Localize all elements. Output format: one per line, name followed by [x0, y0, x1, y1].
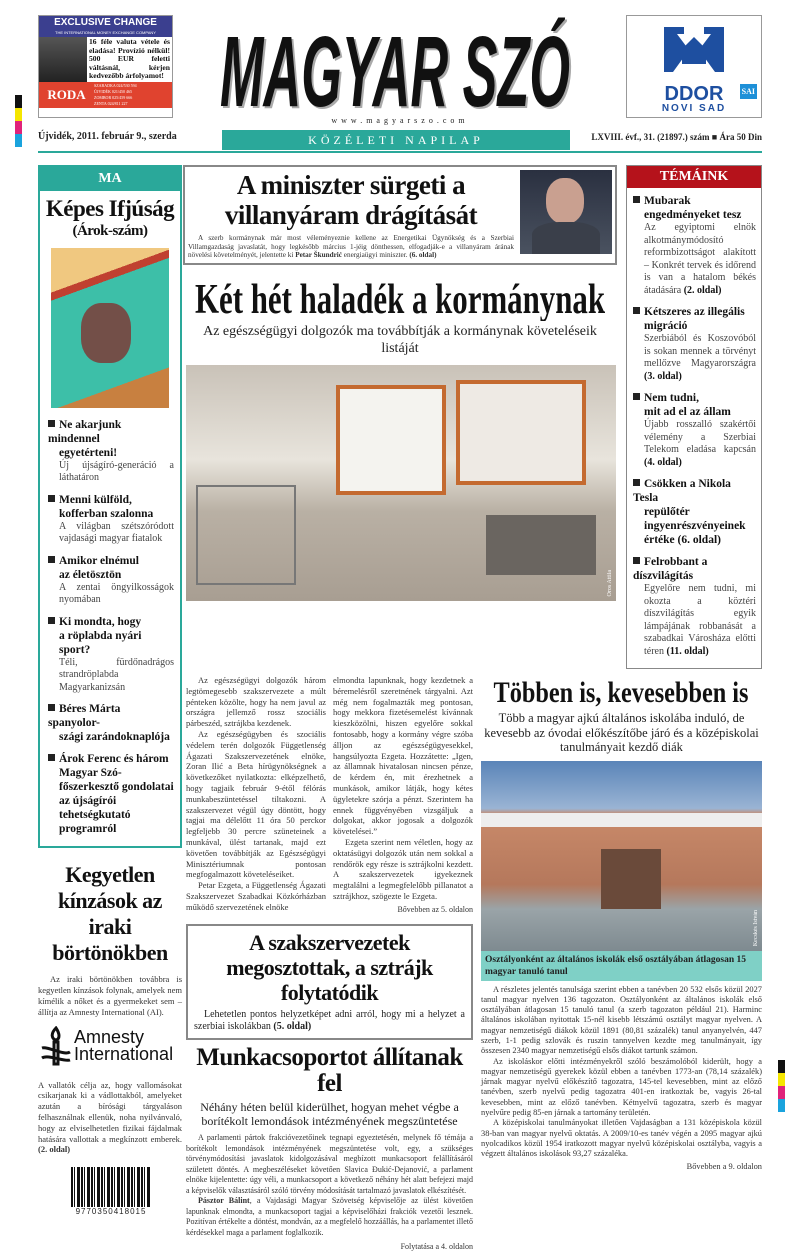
roda-logo: RODA: [47, 86, 86, 102]
issue-date: Újvidék, 2011. február 9., szerda: [38, 131, 177, 142]
bullet-square-icon: [633, 307, 640, 314]
main-headline[interactable]: Két hét haladék a kormánynak: [195, 276, 606, 321]
temaink-box: [626, 165, 762, 669]
teaser-title: Ne akarjunk mindennel: [48, 418, 122, 445]
school-photo-caption: Osztályonként az általános iskolák első osztályában átlagosan 15 magyar tanuló tanul: [481, 951, 762, 981]
teaser-title-cont: kofferban szalonna: [59, 507, 154, 520]
strike-headline[interactable]: A szakszervezetek megosztottak, a sztrájk folytatódik: [226, 929, 433, 1005]
teaser-desc: Az egyiptomi elnök alkotmánymódosító reformbizottságot alakított – Konkrét tervek és időrend is van a hatalom békés átadására: [644, 222, 756, 296]
ad-sub: THE INTERNATIONAL MONEY EXCHANGE COMPANY: [55, 30, 156, 35]
exclusive-change-ad[interactable]: [38, 15, 173, 118]
teaser-title: Menni külföld,: [59, 493, 132, 506]
masthead-rule: [38, 151, 762, 153]
paragraph: Az egészségügyben és szociális védelem terén dolgozók Függetlenség Ágazati Szakszervezetének elnöke, Zoran Ilić a Beta hírügynökségnek a következőket nyilatkozta: elképzelhető, hogy tagjaik február 9-étől félórás munkabeszüntetéssel tiltakozni. A szakszervezet végül úgy döntött, hogy tagjai ma délelőtt 11 óra 50 perckor legfeljebb 30 percre szüneteinek a munkával, ülést tartanak, majd ezt követően továbbítják az Egészségügyi Minisztériumnak pontosan megfogalmazott követeléseiket.: [186, 728, 326, 880]
barcode-number: 9770350418015: [75, 1207, 147, 1217]
teaser-item[interactable]: [633, 555, 756, 658]
school-building-photo[interactable]: [481, 761, 762, 951]
page-ref: (11. oldal): [666, 645, 709, 657]
temaink-header: TÉMÁINK: [627, 166, 761, 188]
website-url[interactable]: www.magyarszo.com: [331, 116, 469, 125]
ma-title[interactable]: Képes Ifjúság: [45, 196, 175, 221]
teaser-title: Nem tudni,: [644, 392, 699, 404]
ad-brand: EXCLUSIVE CHANGE: [54, 17, 157, 28]
minister-photo[interactable]: [520, 170, 612, 254]
bullet-square-icon: [48, 556, 55, 563]
teaser-item[interactable]: [48, 615, 174, 695]
page-ref: (4. oldal): [644, 456, 682, 468]
strike-ref[interactable]: (5. oldal): [273, 1021, 312, 1033]
branch: ZENTA 024/811 227: [94, 100, 128, 106]
paragraph: Ezgeta szerint nem véletlen, hogy az oktatásügyi dolgozók után nem sokkal a rendőrök egy része is sztrájkolni kezdett. A szakszervezetek igyekeznek megtalálni a legmegfelelőbb pillanatot a sztrájkhoz, szögezte le Ezgeta.: [333, 836, 473, 901]
teaser-title-cont: a röplabda nyári sport?: [59, 629, 142, 656]
workgroup-headline[interactable]: Munkacsoportot állítanak fel: [196, 1043, 463, 1097]
teaser-title: Felrobbant a díszvilágítás: [633, 556, 708, 582]
photo-credit: Oros Attila: [607, 570, 613, 597]
teaser-title: Béres Márta spanyolor-: [48, 703, 121, 730]
school-article: [481, 675, 762, 1172]
minister-headline[interactable]: A miniszter sürgeti a villanyáram drágítását: [224, 170, 478, 230]
teaser-title-cont: szági zarándoknaplója: [59, 731, 170, 744]
teaser-title: Amikor elnémul: [59, 554, 139, 567]
iraq-ref[interactable]: (2. oldal): [38, 1144, 71, 1155]
school-body: [481, 985, 762, 1172]
teaser-title-cont: repülőtér ingyenrészvényeinek értéke (6. oldal): [644, 506, 746, 546]
teaser-desc: A zentai öngyilkosságok nyomában: [59, 581, 174, 606]
continued-link[interactable]: Bővebben a 9. oldalon: [686, 1161, 762, 1171]
teaser-desc: Egyelőre nem tudni, mi okozta a köztéri díszvilágítás egyik lámpájának robbanását a szabadkai Városháza előtti téren: [644, 583, 756, 657]
teaser-title-cont: migráció: [644, 320, 688, 332]
main-headline-svg: [183, 275, 617, 321]
teaser-item[interactable]: [633, 477, 756, 547]
tagline-band: KÖZÉLETI NAPILAP: [222, 130, 570, 150]
bottom-middle-column: [186, 675, 473, 1253]
teaser-title-cont: egyetérteni!: [59, 446, 118, 459]
bullet-square-icon: [48, 420, 55, 427]
continued-link[interactable]: Bővebben az 5. oldalon: [397, 904, 473, 914]
teaser-item[interactable]: [633, 305, 756, 383]
teaser-desc: Új újságíró-generáció a láthatáron: [59, 459, 174, 484]
minister-ref[interactable]: (6. oldal): [409, 251, 437, 259]
paragraph: A parlamenti pártok frakcióvezetőinek tegnapi egyeztetésén, melynek fő témája a borítékolt lemondások intézményének megszüntetése volt, egy, a szükséges törvénymódosítási javaslatok kidolgozásával megbízott munkacsoport felállításáról született döntés. A megbeszéléseket követően Slavica Đukić-Dejanović, a parlament elnöke kijelentette: úgy véli, a munkacsoport a következő néhány hét alatt befejezi majd a képviselők választásáról szóló törvény módosítását tartalmazó javaslatok elkészítését.: [186, 1133, 473, 1195]
school-headline-svg: [481, 675, 762, 709]
ma-subtitle: (Árok-szám): [72, 223, 148, 240]
newspaper-logo-svg: [205, 10, 585, 114]
teaser-title-cont: az életösztön: [59, 568, 122, 581]
newspaper-logo-shadow: MAGYAR SZÓ: [222, 18, 572, 114]
continued-link[interactable]: Folytatása a 4. oldalon: [400, 1242, 473, 1252]
main-subtitle: Az egészségügyi dolgozók ma továbbítják a kormánynak követeléseik listáját: [203, 323, 597, 356]
main-body-col2: [333, 675, 473, 916]
teaser-item[interactable]: [48, 418, 174, 485]
workgroup-subtitle: Néhány héten belül kiderülhet, hogyan mehet végbe a borítékolt lemondások intézményének megszüntetése: [200, 1100, 459, 1129]
ddor-brand: DDOR: [664, 83, 724, 105]
teaser-desc: Téli, fürdőnadrágos strandröplabda Magyarkanizsán: [59, 656, 174, 693]
strike-lead: Lehetetlen pontos helyzetképet adni arról, hogy mi a helyzet a szerbiai iskolákban: [194, 1008, 465, 1033]
color-registration-marks: [15, 95, 22, 147]
bullet-square-icon: [633, 557, 640, 564]
photo-credit: Kecskés István: [753, 910, 759, 947]
teaser-item[interactable]: [633, 194, 756, 297]
paragraph: A középiskolai tanulmányokat illetően Vajdaságban a 131 középiskola közül 38-ban van magyar nyelvű oktatás. A 2009/10-es tanév végén a 2095 magyar ajkú nyolcadikos közül 1954 iratkozott magyar nyelvű középiskolai osztályba, vagyis a végzett általános iskolások 93,27 százaléka.: [481, 1118, 762, 1159]
color-registration-marks-bottom: [778, 1060, 785, 1112]
bullet-square-icon: [633, 196, 640, 203]
person-name: Pásztor Bálint: [198, 1196, 250, 1206]
right-area: [183, 165, 762, 1253]
iraq-headline[interactable]: Kegyetlen kínzások az iraki börtönökben: [52, 862, 168, 966]
paragraph: Az egészségügyi dolgozók három legtömegesebb szakszervezete a múlt pénteken közölte, hogy ha nem javul az országra jellemző rossz szociális párbeszéd, sztrájkba kezdenek.: [186, 675, 326, 729]
ddor-city: NOVI SAD: [661, 103, 727, 114]
teaser-title-cont: Magyar Szó-főszerkesztő gondolatai az újságírói tehetségkutató programról: [59, 767, 174, 836]
hospital-ward-photo[interactable]: [186, 365, 616, 601]
school-subtitle: Több a magyar ajkú általános iskolába induló, de kevesebb az óvodai előkészítőbe járó és a középiskolai tanulmányait kezdő diák: [484, 711, 759, 754]
minister-lead: A szerb kormánynak már most véleményeznie kellene az Energetikai Ügynökség és a Szerbiai Villamgazdaság javaslatát, hogy legkésőbb március 1-jéig dönthessen, elfogadják-e a villanyáram árának növelési követelményét, jelentette ki: [188, 234, 514, 259]
branch: ZOMBOR 025/459 666: [94, 94, 133, 100]
teaser-title: Árok Ferenc és három: [59, 753, 169, 766]
paragraph: Az iskoláskor előtti intézményekről szóló beszámolóból kiderült, hogy a magyar nemzetiségű gyerekek közül ebben a tanévben 1773-an (78,14 százalék) járnak magyar nyelvű előkészítő tagozatra, 145-tel kevesebben, mint az előző tanévben, szerb nyelvű pedig tagozatra 401-en iratkoztak be, vagyis 26-tal kevesebben, mint az előző tanévben. Kétnyelvű tagozatra, szerb és magyar nyelvűre pedig 85-en járnak a tartomány területén.: [481, 1056, 762, 1118]
bullet-square-icon: [633, 479, 640, 486]
ma-box: [38, 165, 182, 848]
branch: ÚJVIDÉK 021/450 465: [94, 88, 132, 94]
minister-name: Petar Škundrić: [295, 251, 342, 259]
workgroup-body: [186, 1133, 473, 1253]
paragraph: , a Vajdasági Magyar Szövetség képviselője az ülést követően lapunknak elmondta, a munkacsoport tagjai a képviselőházi frakciók vezetői lesznek. Pozitívan értékelte a döntést, mondván, az a megfelelő hozzáállás, ha a parlamentet illető kérdésekkel maga a parlament foglalkozik.: [186, 1196, 473, 1237]
page-ref: (3. oldal): [644, 370, 682, 382]
teaser-item[interactable]: [48, 702, 174, 744]
teaser-item[interactable]: [48, 554, 174, 607]
teaser-item[interactable]: [48, 752, 174, 836]
iraq-article: [38, 862, 182, 1217]
teaser-title-cont: mit ad el az állam: [644, 406, 731, 418]
barcode: [71, 1167, 151, 1217]
minister-lead-end: energiaügyi miniszter.: [343, 251, 408, 259]
teaser-item[interactable]: [633, 391, 756, 469]
ddor-logo-icon: [659, 22, 729, 80]
strike-article-box: [186, 924, 473, 1040]
masthead[interactable]: [205, 10, 585, 114]
candle-icon: [38, 1026, 74, 1066]
teaser-title-cont: engedményeket tesz: [644, 209, 742, 221]
teaser-title: Csökken a Nikola Tesla: [633, 478, 731, 504]
teaser-title: Mubarak: [644, 195, 691, 207]
paragraph: Petar Ezgeta, a Függetlenség Ágazati Szakszervezet Szabadkai Közkórházban működő szervezetének elnöke: [186, 880, 326, 912]
teaser-title: Kétszeres az illegális: [644, 306, 745, 318]
iraq-lead: Az iraki börtönökben továbbra is kegyetlen kínzások folynak, amelyek nem kímélik a nőket és a gyermekeket sem – állítja az Amnesty International (AI).: [38, 974, 182, 1017]
bullet-square-icon: [48, 754, 55, 761]
page-ref: (2. oldal): [683, 284, 722, 296]
iraq-body: A vallatók célja az, hogy vallomásokat csikarjanak ki a vádlottakból, amelyeket azután a bírósági tárgyaláson felhasználnak ellenük, noha nyilvánvaló, hogy az elviselhetetlen fizikai fájdalmak hatására vallottak a megkínzott emberek.: [38, 1079, 182, 1144]
paragraph: elmondta lapunknak, hogy kezdetnek a béremelésről szeretnének tárgyalni. Azt még nem fogalmazták meg pontosan, hogy mekkora fizetésemelést kívánnak kieszközölni, hiszen egyelőre sokkal fontosabb, hogy a kormány végre szóba álljon az egészségügyesekkel, hangsúlyozta Ezgeta. Hozzátette: „Igen, az államnak hivatalosan nincsen pénze, de kérdem én, mit érezhetnek a munkások, amikor látják, hogy kétes ügyletekre szórja a pénzt. Szerintem ha ennek függvényében vizsgáljuk a dolgokat, akkor jogosak a dolgozók követelései.”: [333, 675, 473, 837]
left-column: [38, 165, 182, 1217]
top-middle-column: [183, 165, 617, 601]
paragraph: A részletes jelentés tanulsága szerint ebben a tanévben 20 532 elsős közül 2027 tanul magyar nyelven 136 tagozaton. Osztályonként az általános iskolák első osztályában átlagosan 15 tanuló tanul (a szerb tagozaton például 21). Harminc általános iskolában nyitottak 15-nél kisebb létszámú osztályt magyar nyelven. A magyar nemzetiségű diákok közül 1891 (80,81 százalék) tanul anyanyelvén, 447 szerb, 1-1 pedig szlovák és ruszin tannyelven kezdte meg tanulmányait, így összesen 2340 magyar nemzetiségű elsős diákot tartunk számon.: [481, 984, 762, 1056]
teaser-desc: Szerbiából és Koszovóból is sokan mennek a törvényt mellőzve Magyarországra: [644, 333, 756, 369]
amnesty-logo-text: Amnesty: [74, 1026, 145, 1047]
kepes-ifjusag-cover-image[interactable]: [51, 248, 169, 408]
amnesty-logo-text: International: [74, 1043, 174, 1064]
teaser-desc: A világban szétszóródott vajdasági magyar fiatalok: [59, 520, 174, 545]
teaser-title: Ki mondta, hogy: [59, 615, 142, 628]
sai-badge: SAI: [740, 84, 757, 99]
bullet-square-icon: [48, 617, 55, 624]
teaser-desc: Újabb rosszalló szakértői vélemény a Szerbiai Telekom eladása kapcsán: [644, 419, 756, 455]
newspaper-logo: MAGYAR SZÓ: [220, 16, 570, 114]
bullet-square-icon: [48, 495, 55, 502]
issue-number-price: LXVIII. évf., 31. (21897.) szám ■ Ára 50 Din: [591, 132, 762, 142]
main-body-col1: [186, 675, 326, 913]
ma-header: MA: [40, 167, 180, 191]
money-hand-image: [39, 37, 87, 82]
teaser-item[interactable]: [48, 493, 174, 546]
amnesty-logo: [38, 1026, 182, 1066]
minister-article-box: [183, 165, 617, 265]
ddor-ad[interactable]: [626, 15, 762, 118]
branch: SZABADKA 024/530 594: [94, 82, 137, 88]
school-headline[interactable]: Többen is, kevesebben is: [493, 676, 749, 709]
ad-text: 16 féle valuta vétele és eladása! Provízió nélkül! 500 EUR feletti váltásnál, kérjen kedvezőbb árfolyamot!: [89, 37, 170, 80]
bullet-square-icon: [48, 704, 55, 711]
bullet-square-icon: [633, 393, 640, 400]
